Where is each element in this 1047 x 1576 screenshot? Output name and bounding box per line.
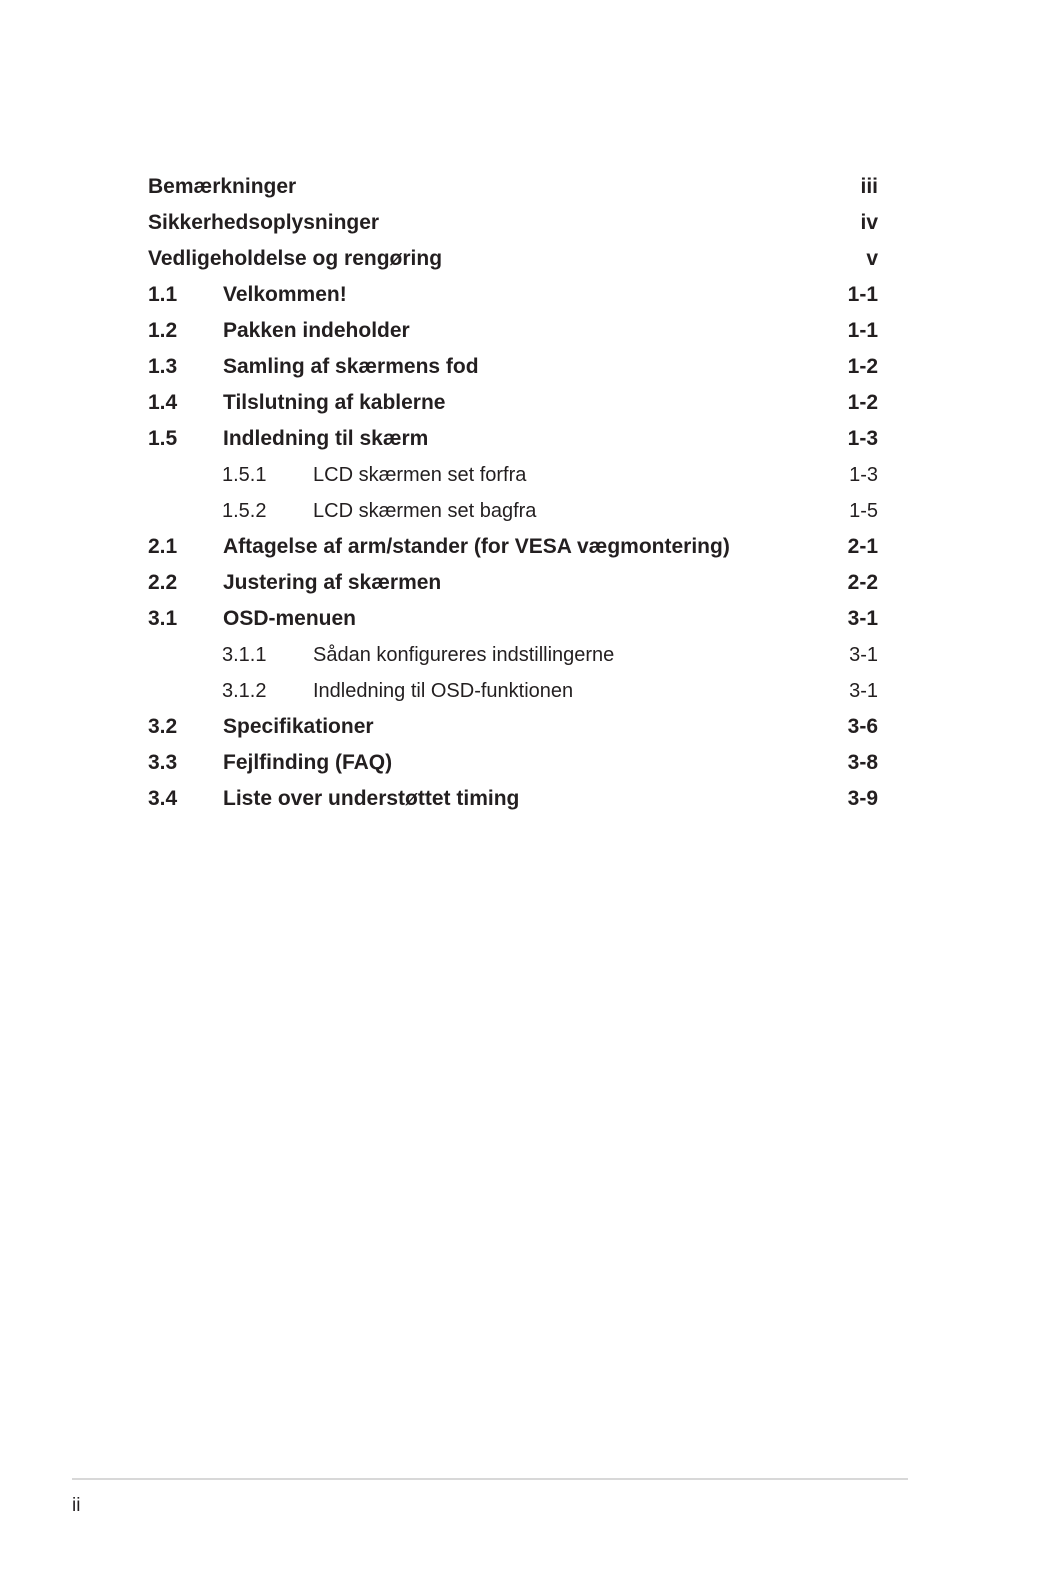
toc-entry-title: Tilslutning af kablerne <box>223 391 446 414</box>
toc-entry-page: 1-3 <box>847 427 878 450</box>
toc-entry-number: 2.2 <box>148 571 178 594</box>
toc-entry-title: Specifikationer <box>223 715 374 738</box>
toc-entry-number: 3.1 <box>148 607 178 630</box>
toc-entry-1-5[interactable] <box>148 421 878 457</box>
toc-entry-title: Indledning til skærm <box>223 427 429 450</box>
toc-entry-title: Samling af skærmens fod <box>223 355 479 378</box>
toc-entry-1-3[interactable] <box>148 349 878 385</box>
toc-entry-page: 2-1 <box>847 535 878 558</box>
toc-entry-number: 1.1 <box>148 283 178 306</box>
toc-entry-title: Pakken indeholder <box>223 319 410 342</box>
toc-entry-1-5-2[interactable] <box>148 493 878 529</box>
toc-entry-page: 3-1 <box>847 607 878 630</box>
toc-entry-title: Vedligeholdelse og rengøring <box>148 247 443 270</box>
toc-entry-page: v <box>866 247 878 270</box>
toc-entry-page: 3-8 <box>847 751 878 774</box>
footer-page-number: ii <box>72 1495 81 1516</box>
toc-entry-page: 2-2 <box>847 571 878 594</box>
toc-entry-title: Indledning til OSD-funktionen <box>313 680 574 702</box>
toc-entry-title: Sådan konfigureres indstillingerne <box>313 644 615 666</box>
toc-entry-title: OSD-menuen <box>223 607 357 630</box>
toc-entry-page: 1-1 <box>847 319 878 342</box>
toc-entry-title: Sikkerhedsoplysninger <box>148 211 380 234</box>
toc-entry-page: 3-1 <box>849 644 878 666</box>
toc-entry-3-1-2[interactable] <box>148 673 878 709</box>
toc-entry-2-1[interactable] <box>148 529 878 565</box>
toc-entry-title: LCD skærmen set bagfra <box>313 500 537 522</box>
toc-entry-page: iv <box>860 211 878 234</box>
toc-entry-sikkerhedsoplysninger[interactable] <box>148 205 878 241</box>
toc-entry-page: 3-6 <box>847 715 878 738</box>
toc-entry-number: 3.2 <box>148 715 178 738</box>
toc-entry-1-5-1[interactable] <box>148 457 878 493</box>
toc-entry-number: 1.5 <box>148 427 178 450</box>
toc-entry-3-2[interactable] <box>148 709 878 745</box>
toc-entry-3-1-1[interactable] <box>148 637 878 673</box>
toc-entry-vedligeholdelse[interactable] <box>148 241 878 277</box>
toc-entry-number: 2.1 <box>148 535 178 558</box>
footer-divider <box>72 1478 908 1480</box>
toc-entry-title: Velkommen! <box>223 283 347 306</box>
toc-entry-number: 1.5.2 <box>222 500 267 522</box>
toc-entry-title: Fejlfinding (FAQ) <box>223 751 393 774</box>
toc-entry-title: Liste over understøttet timing <box>223 787 520 810</box>
toc-entry-title: LCD skærmen set forfra <box>313 464 527 486</box>
toc-entry-title: Justering af skærmen <box>223 571 442 594</box>
toc-entry-3-1[interactable] <box>148 601 878 637</box>
toc-entry-2-2[interactable] <box>148 565 878 601</box>
toc-entry-number: 1.3 <box>148 355 178 378</box>
toc-entry-1-4[interactable] <box>148 385 878 421</box>
table-of-contents <box>148 169 878 817</box>
toc-entry-3-4[interactable] <box>148 781 878 817</box>
toc-entry-number: 3.1.1 <box>222 644 267 666</box>
toc-entry-page: iii <box>860 175 878 198</box>
toc-entry-number: 3.4 <box>148 787 178 810</box>
toc-entry-1-2[interactable] <box>148 313 878 349</box>
toc-entry-title: Aftagelse af arm/stander (for VESA vægmontering) <box>223 535 730 558</box>
toc-entry-page: 1-1 <box>847 283 878 306</box>
toc-entry-page: 1-5 <box>849 500 878 522</box>
toc-entry-page: 3-1 <box>849 680 878 702</box>
toc-entry-page: 3-9 <box>847 787 878 810</box>
toc-entry-page: 1-2 <box>847 355 878 378</box>
toc-entry-number: 1.4 <box>148 391 178 414</box>
toc-entry-3-3[interactable] <box>148 745 878 781</box>
toc-entry-page: 1-3 <box>849 464 878 486</box>
toc-entry-bemaerkninger[interactable] <box>148 169 878 205</box>
toc-entry-title: Bemærkninger <box>148 175 297 198</box>
toc-entry-number: 3.3 <box>148 751 178 774</box>
toc-entry-number: 1.2 <box>148 319 178 342</box>
toc-entry-number: 3.1.2 <box>222 680 267 702</box>
toc-entry-1-1[interactable] <box>148 277 878 313</box>
toc-entry-number: 1.5.1 <box>222 464 267 486</box>
toc-entry-page: 1-2 <box>847 391 878 414</box>
